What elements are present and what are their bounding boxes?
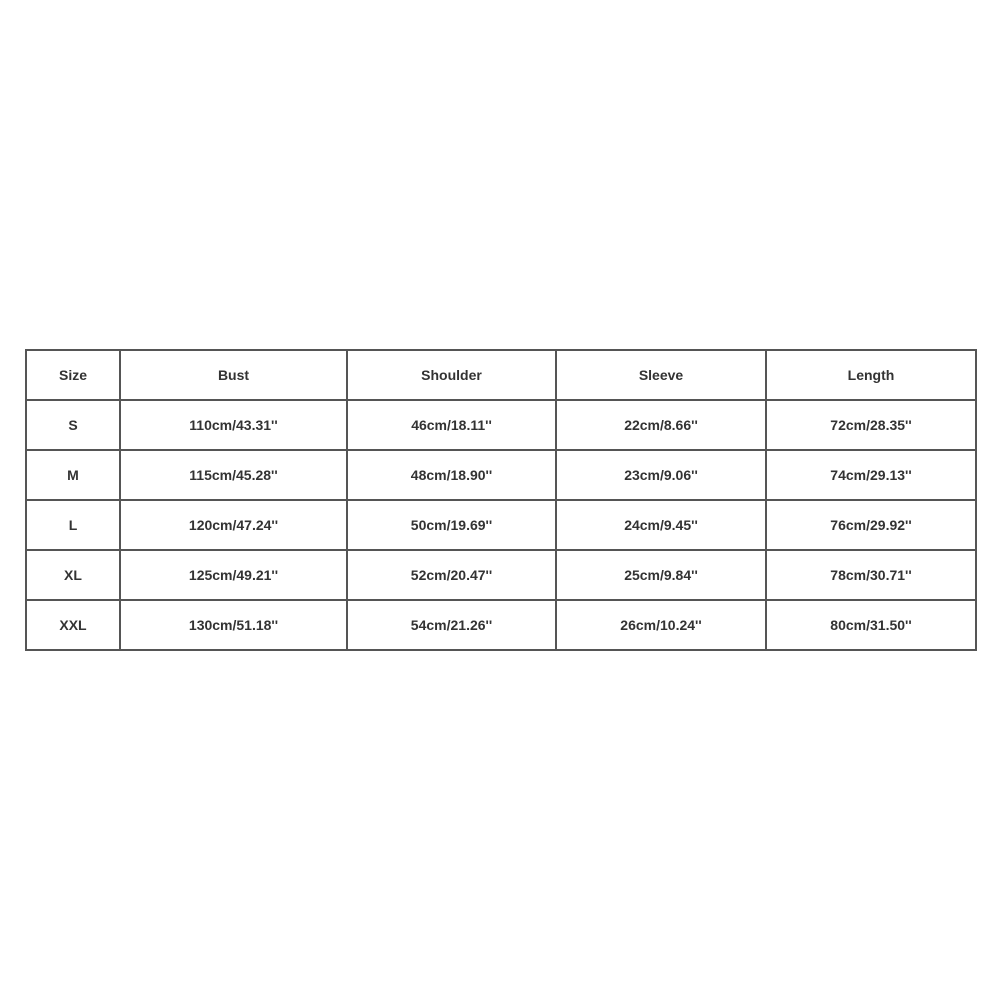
header-size: Size [26, 350, 120, 400]
cell-length: 74cm/29.13'' [766, 450, 976, 500]
cell-shoulder: 54cm/21.26'' [347, 600, 556, 650]
cell-length: 80cm/31.50'' [766, 600, 976, 650]
table-row [26, 600, 976, 650]
cell-shoulder: 52cm/20.47'' [347, 550, 556, 600]
cell-shoulder: 50cm/19.69'' [347, 500, 556, 550]
header-length: Length [766, 350, 976, 400]
header-bust: Bust [120, 350, 347, 400]
cell-length: 78cm/30.71'' [766, 550, 976, 600]
size-chart-table [25, 349, 977, 651]
cell-sleeve: 23cm/9.06'' [556, 450, 766, 500]
table-row [26, 550, 976, 600]
cell-size: L [26, 500, 120, 550]
table-row [26, 400, 976, 450]
cell-size: XL [26, 550, 120, 600]
header-sleeve: Sleeve [556, 350, 766, 400]
cell-size: XXL [26, 600, 120, 650]
cell-sleeve: 24cm/9.45'' [556, 500, 766, 550]
cell-bust: 120cm/47.24'' [120, 500, 347, 550]
cell-size: S [26, 400, 120, 450]
header-shoulder: Shoulder [347, 350, 556, 400]
cell-shoulder: 48cm/18.90'' [347, 450, 556, 500]
cell-sleeve: 26cm/10.24'' [556, 600, 766, 650]
cell-bust: 110cm/43.31'' [120, 400, 347, 450]
cell-sleeve: 22cm/8.66'' [556, 400, 766, 450]
cell-size: M [26, 450, 120, 500]
table-header-row [26, 350, 976, 400]
table-row [26, 450, 976, 500]
cell-bust: 115cm/45.28'' [120, 450, 347, 500]
cell-length: 76cm/29.92'' [766, 500, 976, 550]
cell-length: 72cm/28.35'' [766, 400, 976, 450]
table-row [26, 500, 976, 550]
cell-bust: 130cm/51.18'' [120, 600, 347, 650]
cell-sleeve: 25cm/9.84'' [556, 550, 766, 600]
cell-bust: 125cm/49.21'' [120, 550, 347, 600]
cell-shoulder: 46cm/18.11'' [347, 400, 556, 450]
